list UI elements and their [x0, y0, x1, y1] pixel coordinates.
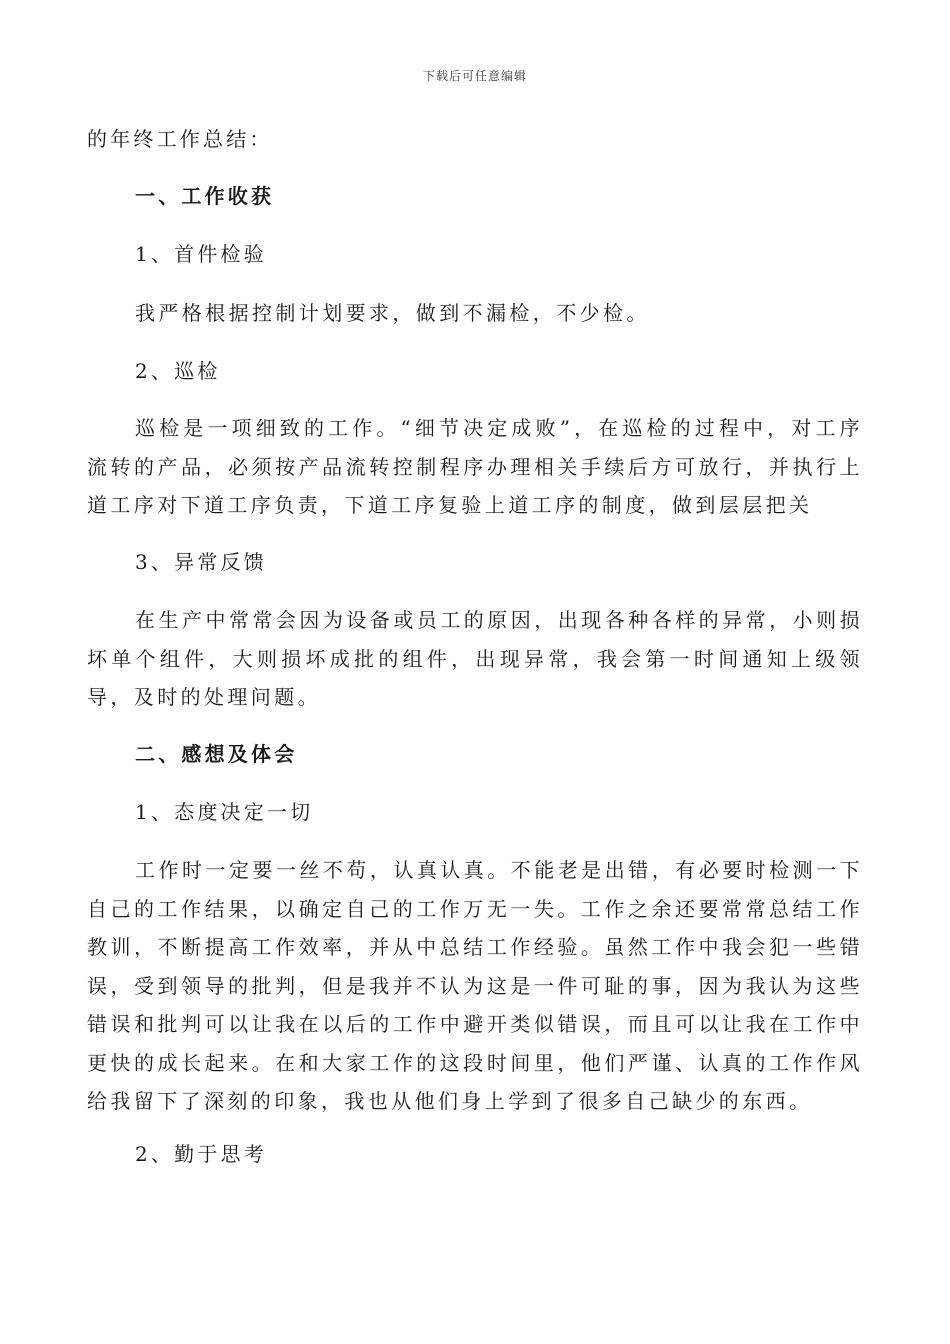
item-heading-attitude: 1、态度决定一切 [135, 800, 314, 824]
paragraph-first-inspection: 我严格根据控制计划要求，做到不漏检，不少检。 [135, 301, 650, 325]
item-heading-patrol-inspection: 2、巡检 [135, 359, 221, 383]
section-heading-harvest: 一、工作收获 [135, 184, 275, 208]
paragraph-patrol-inspection: 巡检是一项细致的工作。“细节决定成败”，在巡检的过程中，对工序流转的产品，必须按产品流转控制程序办理相关手续后方可放行，并执行上道工序对下道工序负责，下道工序复验上道工序的制度，做到层层把关 [87, 416, 863, 517]
item-heading-thinking: 2、勤于思考 [135, 1142, 267, 1166]
paragraph-anomaly-feedback: 在生产中常常会因为设备或员工的原因，出现各种各样的异常，小则损坏单个组件，大则损坏成批的组件，出现异常，我会第一时间通知上级领导，及时的处理问题。 [87, 608, 863, 709]
intro-line: 的年终工作总结： [87, 127, 273, 151]
page-header: 下载后可任意编辑 [422, 69, 527, 83]
section-heading-reflections: 二、感想及体会 [135, 742, 298, 766]
item-heading-anomaly-feedback: 3、异常反馈 [135, 550, 267, 574]
item-heading-first-inspection: 1、首件检验 [135, 242, 267, 266]
paragraph-attitude: 工作时一定要一丝不苟，认真认真。不能老是出错，有必要时检测一下自己的工作结果，以确定自己的工作万无一失。工作之余还要常常总结工作教训，不断提高工作效率，并从中总结工作经验。虽然工作中我会犯一些错误，受到领导的批判，但是我并不认为这是一件可耻的事，因为我认为这些错误和批判可以让我在以后的工作中避开类似错误，而且可以让我在工作中更快的成长起来。在和大家工作的这段时间里，他们严谨、认真的工作作风给我留下了深刻的印象，我也从他们身上学到了很多自己缺少的东西。 [87, 858, 863, 1113]
